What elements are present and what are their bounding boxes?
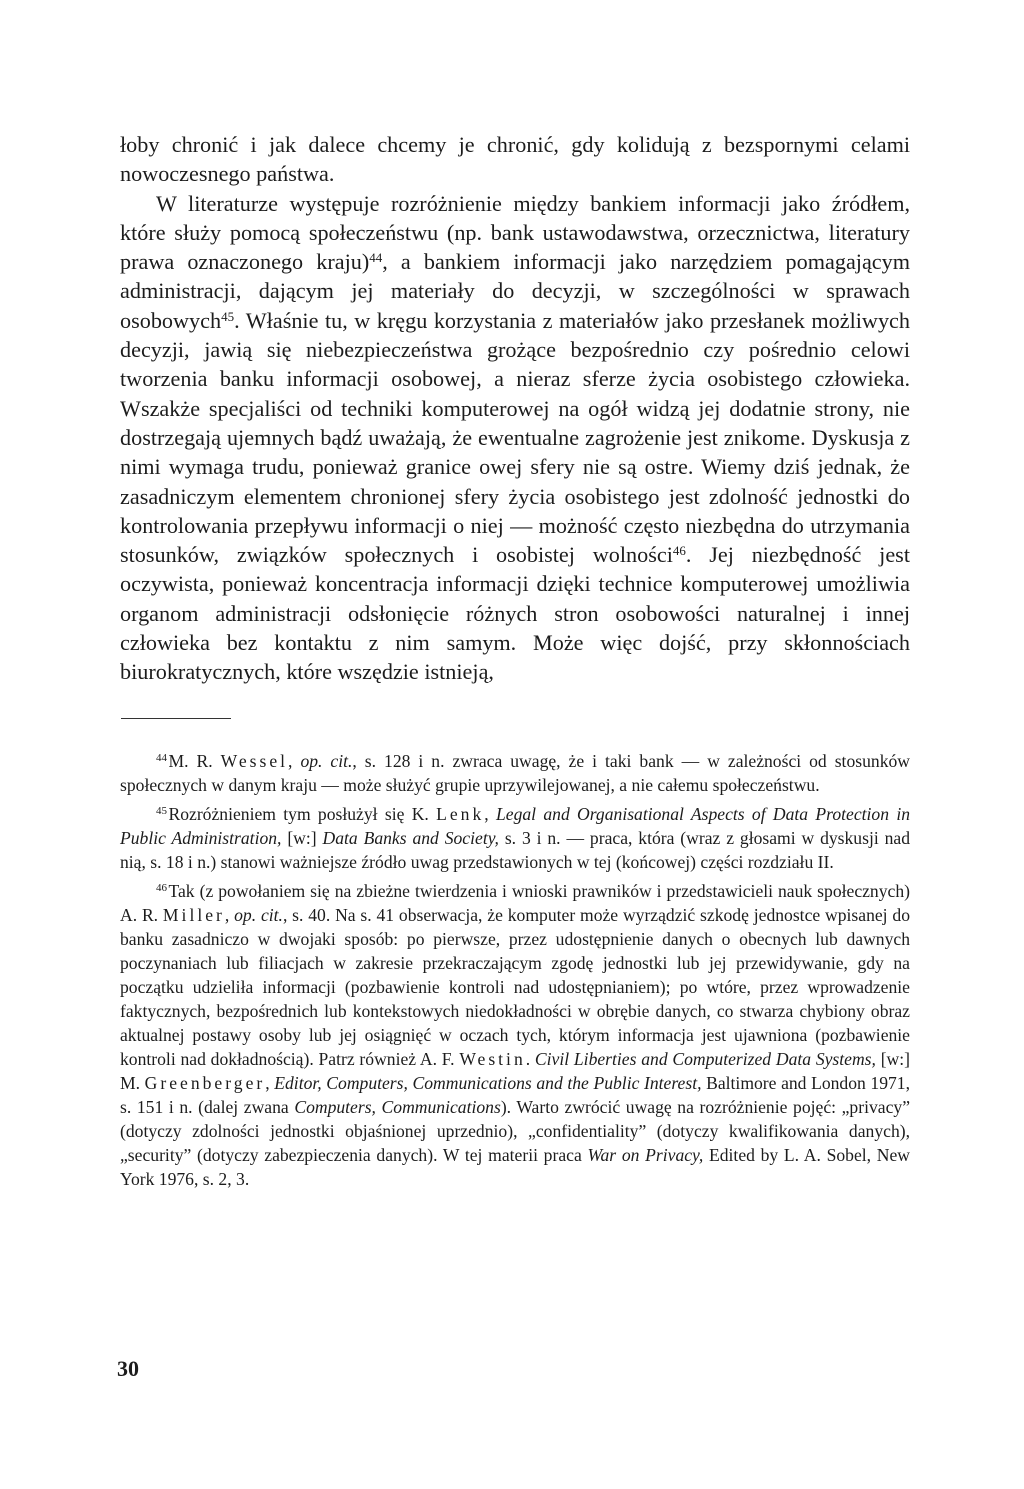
page-number: 30 xyxy=(117,1356,139,1381)
footnote-44-italic: op. cit. xyxy=(300,750,353,771)
footnote-45-italic: Data Banks and Society, xyxy=(322,827,499,848)
main-text xyxy=(120,130,910,687)
footnote-46-text: , xyxy=(224,904,235,925)
footnote-46-text: Baltimore and London 1971, s. 151 i n. (dalej zwana xyxy=(120,1072,911,1117)
footnote-46-text: [w:] M. xyxy=(120,1048,911,1093)
footnote-46-italic: Civil Liberties and Computerized Data Systems, xyxy=(534,1048,876,1069)
footnote-44-number: 44 xyxy=(156,751,167,764)
footnote-44-text: M. R. xyxy=(168,750,221,771)
footnote-45-italic: Legal and Organisational Aspects of Data Protection in Public Administration, xyxy=(120,803,911,848)
footnote-46-author: Greenberger xyxy=(144,1072,266,1093)
footnote-45-number: 45 xyxy=(156,804,167,817)
footnote-46-text: , s. 40. Na s. 41 obserwacja, że komputer może wyrządzić szkodę jednostce wpisanej do banku zasadniczo w dwojaki sposób: po pierwsze, przez udostępnienie danych o obecnych lub dawnych poczynaniach lub filiacjach w zakresie przekraczającym zgodę jednostki lub jej przewidywanie, gdy na początku udzieliła informacji (pozbawienie kontroli nad udostępnianiem); po wtóre, przez wprowadzenie faktycznych, bezpośrednich lub kontekstowych niedokładności w obrębie danych, co stwarza chybiony obraz aktualnej postawy osoby lub jej osiągnięć w oczach tych, którym informacja jest ujawniona (pozbawienie kontroli nad dokładnością). Patrz również A. F. xyxy=(120,904,910,1069)
footnote-45-text: s. 3 i n. — praca, która (wraz z głosami w dyskusji nad nią, s. 18 i n.) stanowi ważniejsze źródło uwag przedstawionych w tej (końcowej) części rozdziału II. xyxy=(120,827,910,872)
paragraph-2-text-d: . Jej niezbędność jest oczywista, ponieważ koncentracja informacji dzięki technice komputerowej umożliwia organom administracji odsłonięcie różnych stron osobowości naturalnej i innej człowieka bez kontaktu z nim samym. Może więc dojść, przy skłonnościach biurokratycznych, które wszędzie istnieją, xyxy=(120,542,910,685)
footnote-44-text: , xyxy=(288,750,301,771)
footnote-46-number: 46 xyxy=(156,881,167,894)
footnote-44 xyxy=(120,749,910,797)
footnote-46-text: Edited by L. A. Sobel, New York 1976, s. 2, 3. xyxy=(120,1144,911,1189)
footnote-divider xyxy=(121,718,231,719)
footnote-ref-44: 44 xyxy=(369,250,383,266)
footnote-46-author: Miller xyxy=(162,904,225,925)
paragraph-1-text: łoby chronić i jak dalece chcemy je chronić, gdy kolidują z bezspornymi celami nowoczesnego państwa. xyxy=(120,132,910,187)
paragraph-1 xyxy=(120,130,910,189)
footnote-46-text: Tak (z powołaniem się na zbieżne twierdzenia i wnioski prawników i przedstawicieli nauk społecznych) A. R. xyxy=(120,880,910,925)
footnote-ref-46: 46 xyxy=(672,543,686,559)
paragraph-2 xyxy=(120,189,910,687)
footnote-46-italic: War on Privacy, xyxy=(587,1144,704,1165)
paragraph-2-text-a: W literaturze występuje rozróżnienie między bankiem informacji jako źródłem, które służy pomocą społeczeństwu (np. bank ustawodawstwa, orzecznictwa, literatury prawa oznaczonego kraju) xyxy=(120,190,910,275)
footnote-46-text: . xyxy=(525,1048,535,1069)
footnote-44-text: , s. 128 i n. zwraca uwagę, że i taki bank — w zależności od stosunków społecznych w danym kraju — może służyć grupie uprzywilejowanej, a nie całemu społeczeństwu. xyxy=(120,750,910,795)
footnote-45-text: , xyxy=(484,803,496,824)
footnote-46 xyxy=(120,879,910,1191)
footnote-46-text: ). Warto zwrócić uwagę na rozróżnienie pojęć: „privacy” (dotyczy zdolności jednostki objaśnionej uprzednio), „confidentiality” (dotyczy kwalifikowania danych), „security” (dotyczy zabezpieczenia danych). W tej materii praca xyxy=(120,1096,910,1165)
footnote-45-text: [w:] xyxy=(281,827,323,848)
footnote-45-author: Lenk xyxy=(436,803,485,824)
footnote-46-italic: Editor, Computers, Communications and the Public Interest, xyxy=(274,1072,702,1093)
footnote-46-text: , xyxy=(265,1072,275,1093)
footnotes xyxy=(120,749,910,1191)
footnote-46-author: Westin xyxy=(459,1048,526,1069)
footnote-45 xyxy=(120,802,910,874)
footnote-44-author: Wessel xyxy=(220,750,289,771)
footnote-46-italic: op. cit. xyxy=(234,904,283,925)
paragraph-2-text-b: , a bankiem informacji jako narzędziem pomagającym administracji, dającym jej materiały do decyzji, w szczególności w sprawach osobowych xyxy=(120,249,911,333)
page-content xyxy=(120,130,910,1196)
footnote-45-text: Rozróżnieniem tym posłużył się K. xyxy=(168,803,437,824)
footnote-46-italic: Computers, Communications xyxy=(294,1096,501,1117)
paragraph-2-text-c: . Właśnie tu, w kręgu korzystania z materiałów jako przesłanek możliwych decyzji, jawią się niebezpieczeństwa grożące bezpośrednio czy pośrednio celowi tworzenia banku informacji osobowej, a nieraz sferze życia osobistego człowieka. Wszakże specjaliści od techniki komputerowej na ogół widzą jej dodatnie strony, nie dostrzegają ujemnych bądź uważają, że ewentualne zagrożenie jest znikome. Dyskusja z nimi wymaga trudu, ponieważ granice owej sfery nie są ostre. Wiemy dziś jednak, że zasadniczym elementem chronionej sfery życia osobistego jest zdolność jednostki do kontrolowania przepływu informacji o niej — możność często niezbędna do utrzymania stosunków, związków społecznych i osobistej wolności xyxy=(120,307,910,568)
footnote-ref-45: 45 xyxy=(221,308,235,324)
